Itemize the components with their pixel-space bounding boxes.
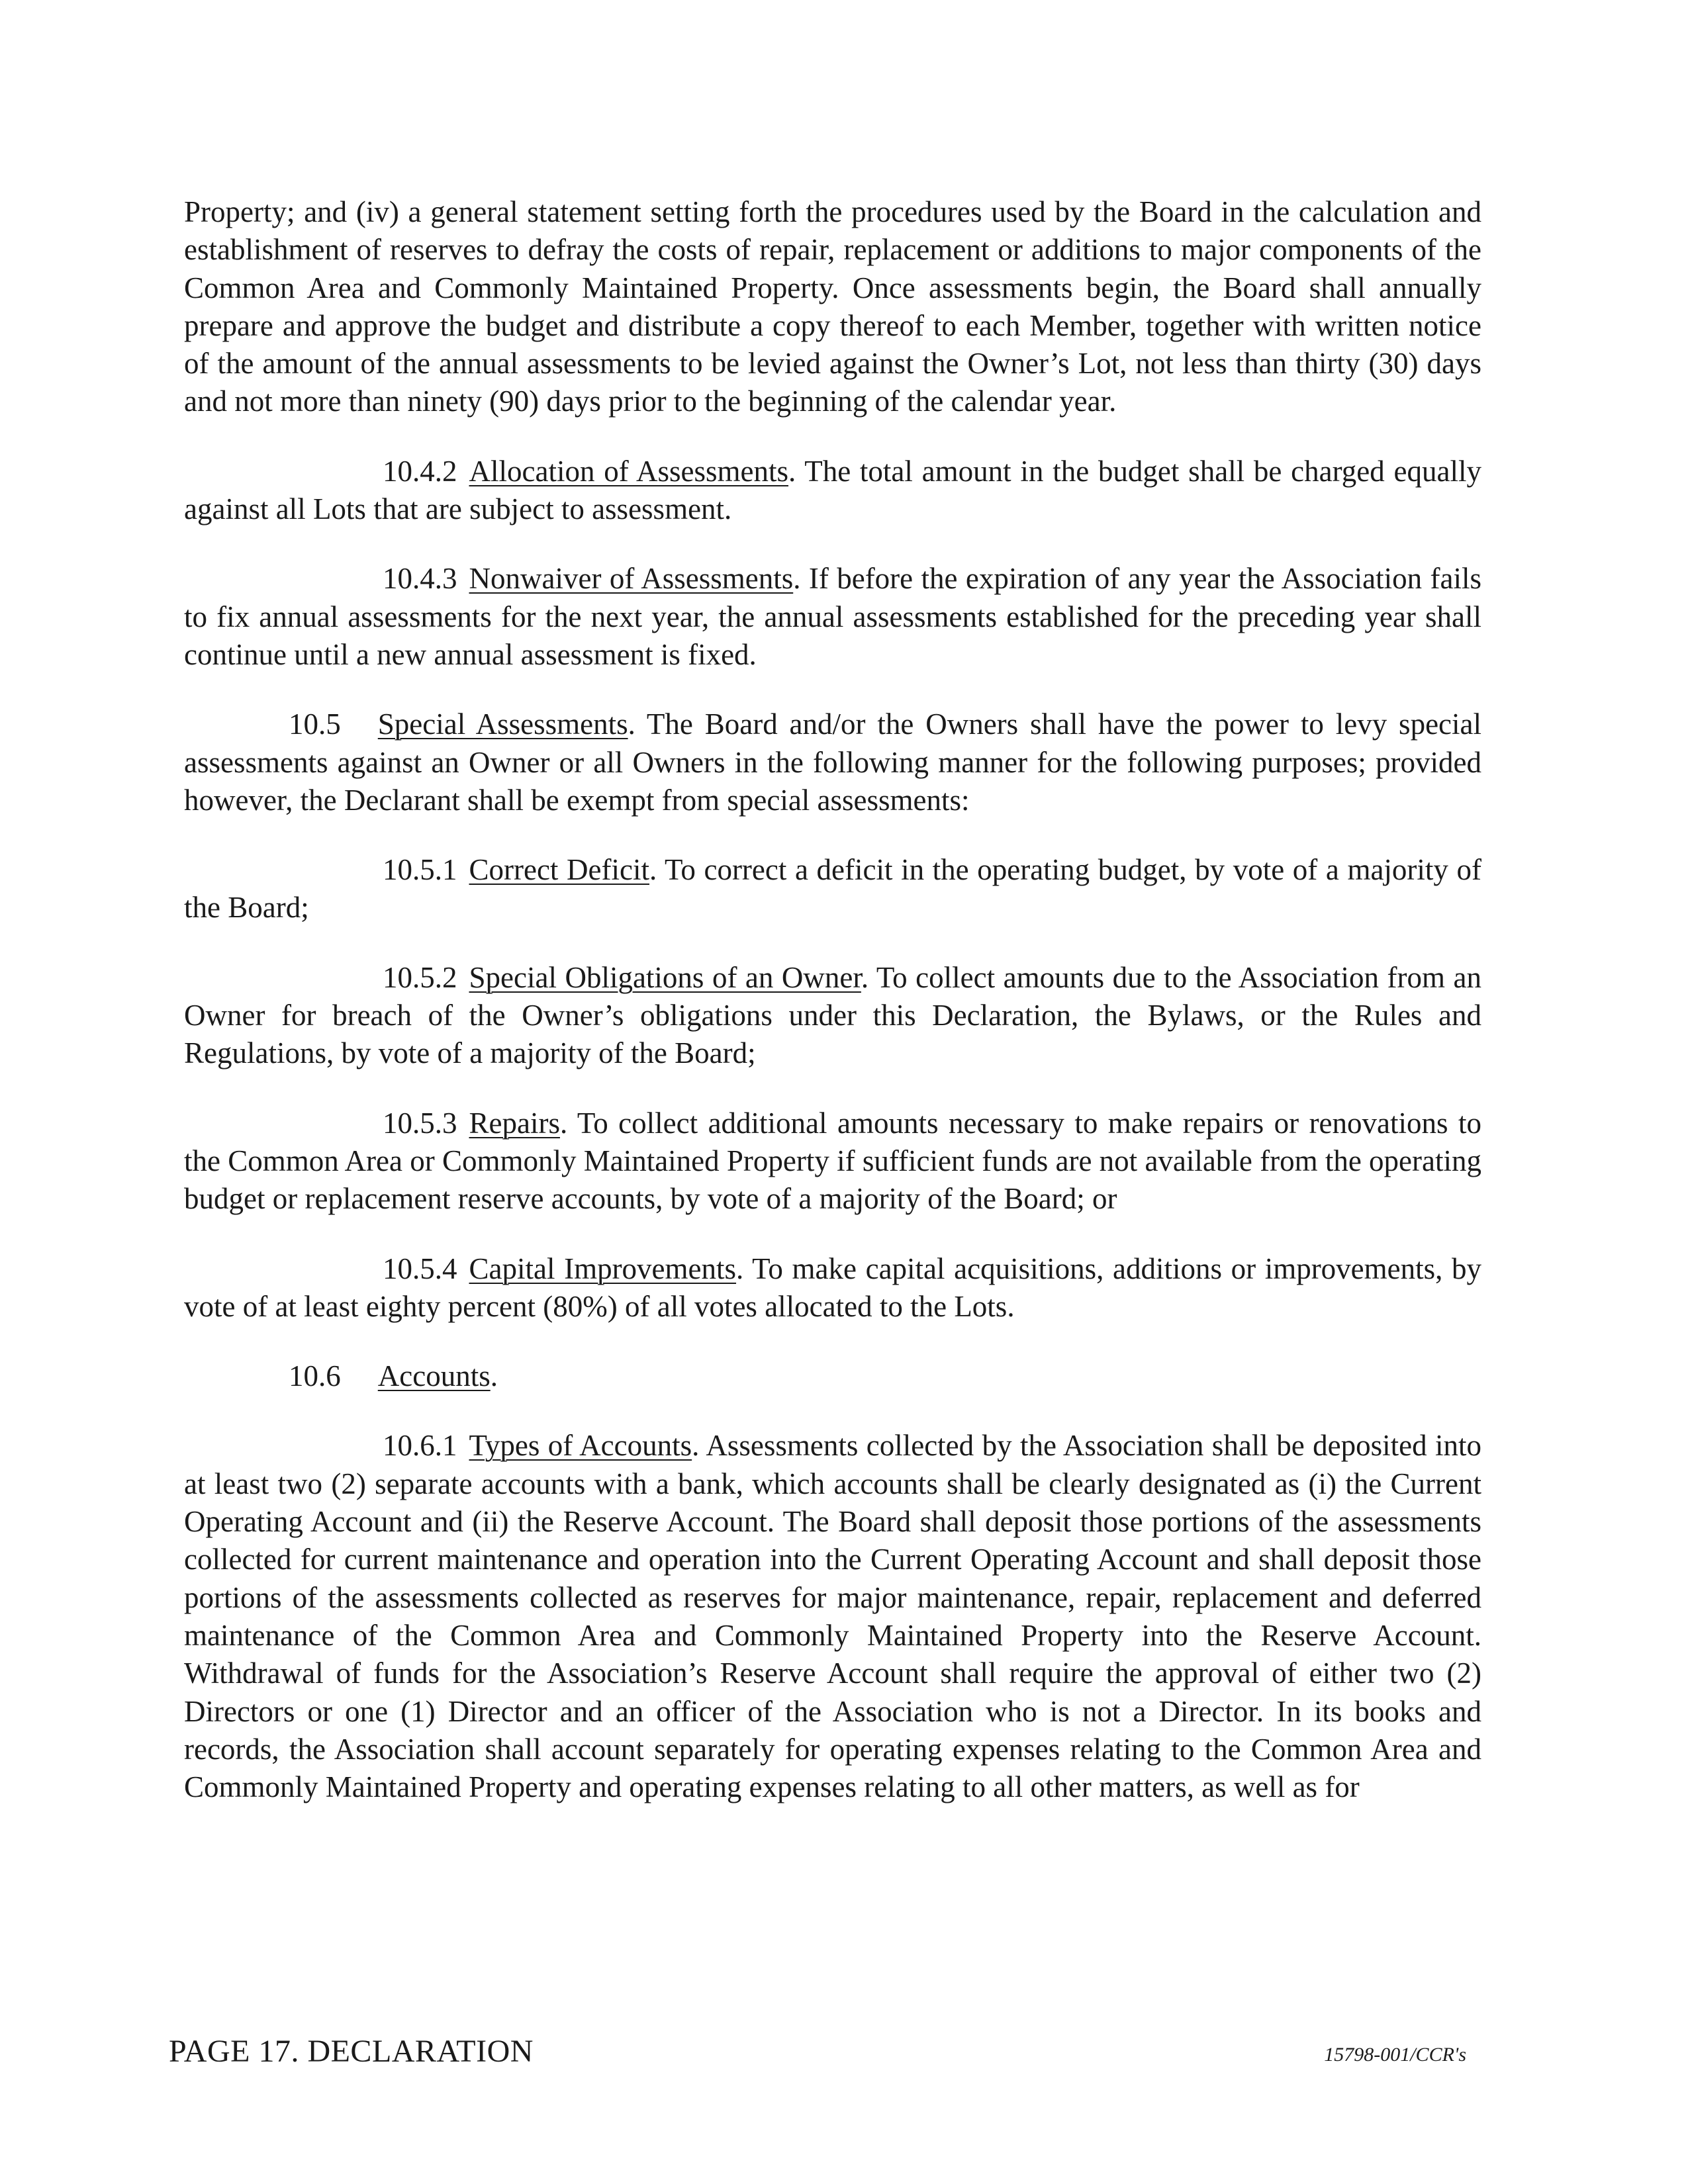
section-title: Allocation of Assessments xyxy=(469,454,788,488)
section-text: . The total amount in the budget shall be charged equally against all Lots that are subject to assessment. xyxy=(184,454,1481,526)
section-10-5-4 xyxy=(184,1250,1481,1326)
section-text: . To make capital acquisitions, additions or improvements, by vote of at least eighty percent (80%) of all votes allocated to the Lots. xyxy=(184,1251,1482,1323)
section-10-5-1 xyxy=(184,851,1481,927)
section-text: . If before the expiration of any year the Association fails to fix annual assessments for the next year, the annual assessments established for the preceding year shall continue until a new annual assessment is fixed. xyxy=(184,562,1481,671)
section-10-5-2 xyxy=(184,959,1481,1073)
section-title: Special Assessments xyxy=(377,707,628,741)
intro-text: Property; and (iv) a general statement setting forth the procedures used by the Board in the calculation and establishment of reserves to defray the costs of repair, replacement or additions to major components of the Common Area and Commonly Maintained Property. Once assessments begin, the Board shall annually prepare and approve the budget and distribute a copy thereof to each Member, together with written notice of the amount of the annual assessments to be levied against the Owner’s Lot, not less than thirty (30) days and not more than ninety (90) days prior to the beginning of the calendar year. xyxy=(184,195,1481,418)
section-number: 10.5.1 xyxy=(383,853,457,887)
section-10-4-3 xyxy=(184,560,1481,674)
section-number: 10.6 xyxy=(289,1359,341,1393)
section-number: 10.5.4 xyxy=(383,1251,457,1285)
section-text: . To collect additional amounts necessary to make repairs or renovations to the Common Area or Commonly Maintained Property if sufficient funds are not available from the operating budget or replacement reserve accounts, by vote of a majority of the Board; or xyxy=(184,1106,1481,1216)
section-10-4-2 xyxy=(184,453,1481,529)
section-text: . The Board and/or the Owners shall have the power to levy special assessments against an Owner or all Owners in the following manner for the following purposes; provided however, the Declarant shall be exempt from special assessments: xyxy=(184,707,1481,817)
section-text: . Assessments collected by the Association shall be deposited into at least two (2) separate accounts with a bank, which accounts shall be clearly designated as (i) the Current Operating Account and (ii) the Reserve Account. The Board shall deposit those portions of the assessments collected for current maintenance and operation into the Current Operating Account and shall deposit those portions of the assessments collected as reserves for major maintenance, repair, replacement and deferred maintenance of the Common Area and Commonly Maintained Property into the Reserve Account. Withdrawal of funds for the Association’s Reserve Account shall require the approval of either two (2) Directors or one (1) Director and an officer of the Association who is not a Director. In its books and records, the Association shall account separately for operating expenses relating to the Common Area and Commonly Maintained Property and operating expenses relating to all other matters, as well as for xyxy=(184,1429,1482,1804)
section-number: 10.5.3 xyxy=(383,1106,457,1140)
section-10-6 xyxy=(184,1357,1481,1395)
intro-paragraph xyxy=(184,193,1481,421)
section-title: Nonwaiver of Assessments xyxy=(469,562,794,596)
section-text: . To collect amounts due to the Association from an Owner for breach of the Owner’s obligations under this Declaration, the Bylaws, or the Rules and Regulations, by vote of a majority of the Board; xyxy=(184,960,1482,1070)
section-text: . xyxy=(490,1359,498,1393)
section-number: 10.6.1 xyxy=(383,1429,457,1463)
section-number: 10.5 xyxy=(289,707,341,741)
section-title: Special Obligations of an Owner xyxy=(469,960,861,994)
section-title: Correct Deficit xyxy=(469,853,649,887)
section-title: Accounts xyxy=(377,1359,491,1393)
footer-page-label: PAGE 17. DECLARATION xyxy=(169,2034,534,2069)
section-number: 10.5.2 xyxy=(383,960,457,994)
section-10-5 xyxy=(184,705,1481,819)
section-number: 10.4.2 xyxy=(383,454,457,488)
footer-doc-code: 15798-001/CCR's xyxy=(1324,2044,1466,2066)
section-text: . To correct a deficit in the operating budget, by vote of a majority of the Board; xyxy=(184,853,1481,925)
section-title: Types of Accounts xyxy=(469,1429,692,1463)
section-number: 10.4.3 xyxy=(383,562,457,596)
section-title: Repairs xyxy=(469,1106,560,1140)
section-title: Capital Improvements xyxy=(469,1251,737,1285)
body-text xyxy=(184,193,1481,1806)
section-10-6-1 xyxy=(184,1427,1481,1806)
section-10-5-3 xyxy=(184,1105,1481,1218)
